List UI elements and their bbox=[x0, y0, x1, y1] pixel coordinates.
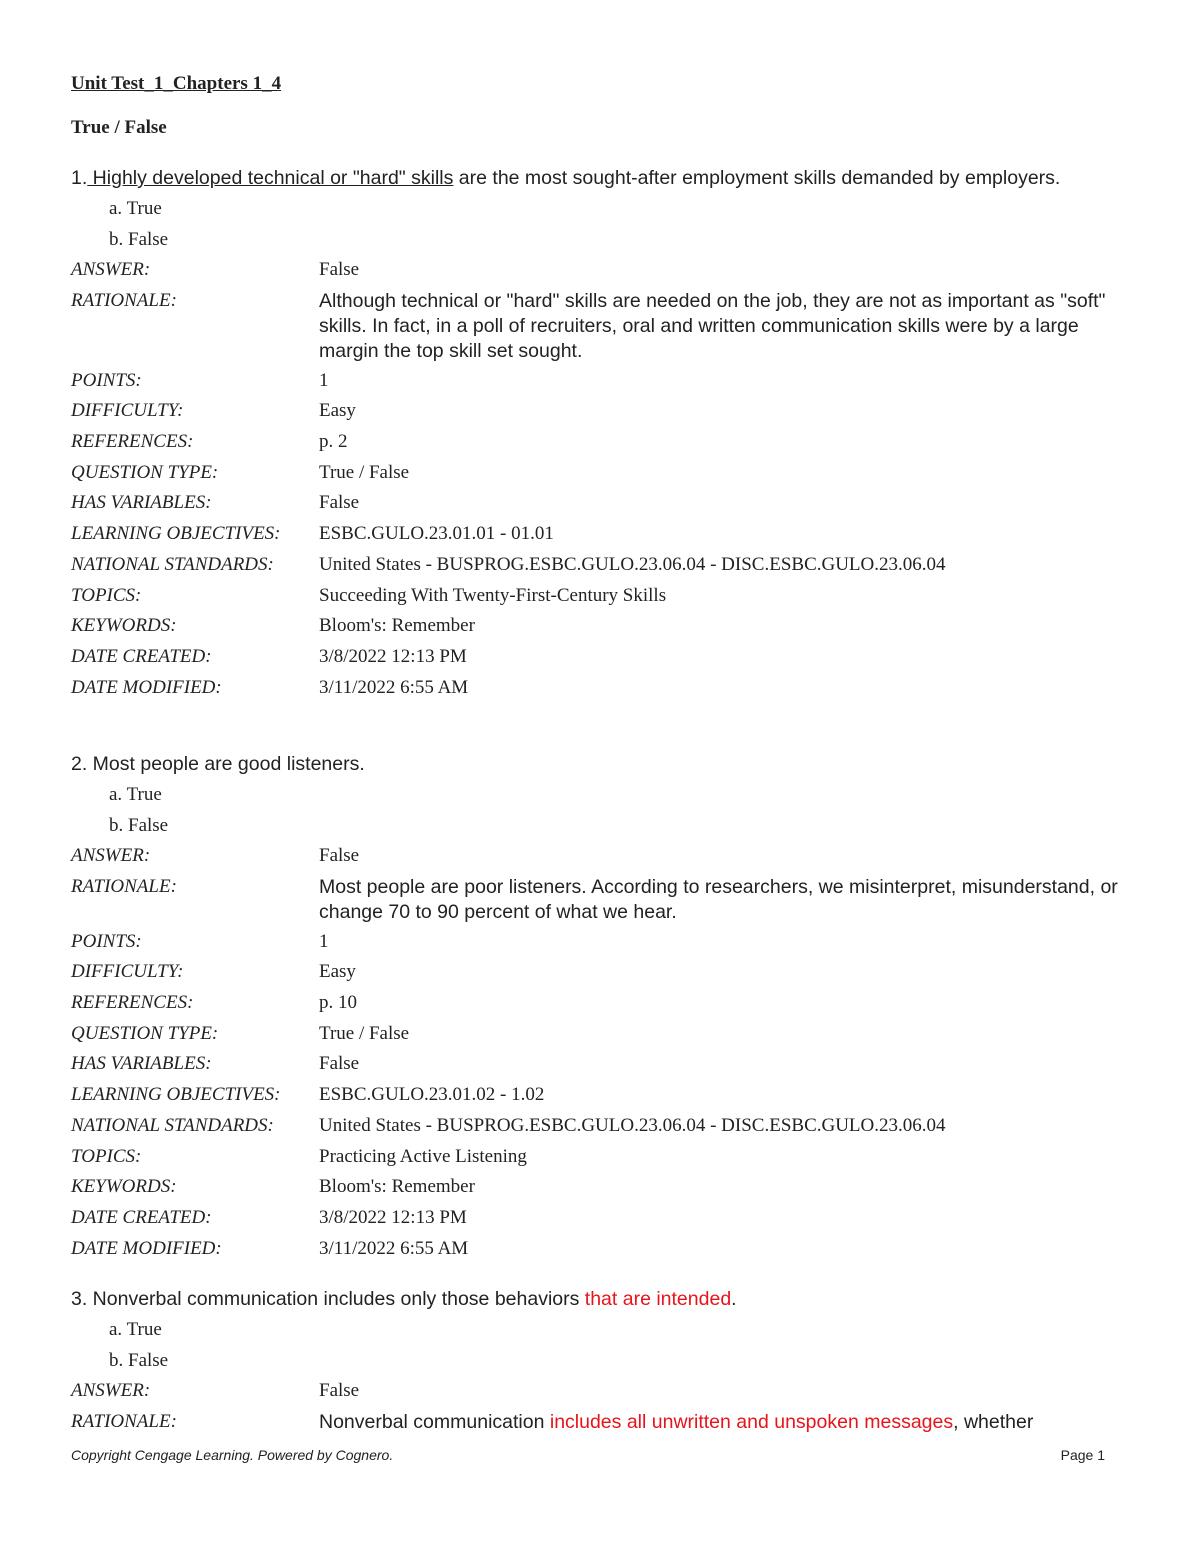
points-value: 1 bbox=[319, 369, 329, 391]
footer-page-number: Page 1 bbox=[1060, 1447, 1105, 1463]
references-label: REFERENCES: bbox=[71, 992, 194, 1014]
document-title: Unit Test_1_Chapters 1_4 bbox=[71, 73, 282, 94]
learning-objectives-value: ESBC.GULO.23.01.02 - 1.02 bbox=[319, 1084, 545, 1106]
question-3-text-pre: Nonverbal communication includes only those behaviors bbox=[87, 1288, 585, 1310]
learning-objectives-label: LEARNING OBJECTIVES: bbox=[71, 523, 281, 545]
question-3-text-post: . bbox=[731, 1288, 737, 1310]
rationale-value: Although technical or "hard" skills are needed on the job, they are not as important as "soft" skills. In fact, in a poll of recruiters, oral and written communication skills were by a large margin the top skill set sought. bbox=[319, 289, 1106, 362]
answer-label: ANSWER: bbox=[71, 259, 151, 280]
references-value: p. 10 bbox=[319, 992, 357, 1014]
question-1-underlined-text: Highly developed technical or "hard" skills bbox=[87, 167, 454, 189]
keywords-value: Bloom's: Remember bbox=[319, 615, 475, 637]
national-standards-value: United States - BUSPROG.ESBC.GULO.23.06.04 - DISC.ESBC.GULO.23.06.04 bbox=[319, 1114, 946, 1136]
rationale-value: Most people are poor listeners. According to researchers, we misinterpret, misunderstand, or change 70 to 90 percent of what we hear. bbox=[319, 875, 1118, 923]
keywords-label: KEYWORDS: bbox=[71, 615, 177, 637]
answer-label: ANSWER: bbox=[71, 1380, 151, 1401]
question-3-highlight-text: that are intended bbox=[584, 1288, 732, 1310]
question-1-metadata bbox=[71, 256, 1131, 704]
topics-value: Succeeding With Twenty-First-Century Skills bbox=[319, 584, 667, 606]
answer-value: False bbox=[319, 845, 360, 866]
date-modified-label: DATE MODIFIED: bbox=[71, 1237, 222, 1259]
question-2-body-text: Most people are good listeners. bbox=[87, 753, 365, 775]
difficulty-value: Easy bbox=[319, 400, 356, 422]
question-2-text bbox=[71, 752, 1131, 777]
answer-value: False bbox=[319, 1380, 360, 1401]
references-label: REFERENCES: bbox=[71, 431, 194, 453]
topics-label: TOPICS: bbox=[71, 584, 142, 606]
topics-value: Practicing Active Listening bbox=[319, 1145, 527, 1167]
question-number: 1. bbox=[71, 167, 88, 189]
rationale-label: RATIONALE: bbox=[71, 1410, 177, 1432]
rationale-post: , whether bbox=[953, 1410, 1034, 1433]
question-1 bbox=[71, 166, 1131, 704]
date-modified-value: 3/11/2022 6:55 AM bbox=[319, 676, 469, 698]
difficulty-value: Easy bbox=[319, 961, 356, 983]
rationale-label: RATIONALE: bbox=[71, 875, 177, 897]
national-standards-value: United States - BUSPROG.ESBC.GULO.23.06.04 - DISC.ESBC.GULO.23.06.04 bbox=[319, 553, 946, 575]
date-modified-value: 3/11/2022 6:55 AM bbox=[319, 1237, 469, 1259]
has-variables-label: HAS VARIABLES: bbox=[71, 1053, 212, 1075]
answer-value: False bbox=[319, 259, 360, 280]
rationale-highlight: includes all unwritten and unspoken messages bbox=[549, 1410, 954, 1433]
rationale-label: RATIONALE: bbox=[71, 289, 177, 311]
national-standards-label: NATIONAL STANDARDS: bbox=[71, 1114, 274, 1136]
question-type-value: True / False bbox=[319, 461, 410, 483]
date-modified-label: DATE MODIFIED: bbox=[71, 676, 222, 698]
option-b: b. False bbox=[109, 814, 169, 836]
question-2 bbox=[71, 752, 1131, 1265]
rationale-value bbox=[319, 1408, 1131, 1439]
date-created-value: 3/8/2022 12:13 PM bbox=[319, 1206, 467, 1228]
question-number: 2. bbox=[71, 753, 88, 775]
references-value: p. 2 bbox=[319, 431, 348, 453]
topics-label: TOPICS: bbox=[71, 1145, 142, 1167]
question-type-label: QUESTION TYPE: bbox=[71, 1022, 219, 1044]
has-variables-value: False bbox=[319, 492, 360, 514]
has-variables-value: False bbox=[319, 1053, 360, 1075]
points-value: 1 bbox=[319, 930, 329, 952]
learning-objectives-value: ESBC.GULO.23.01.01 - 01.01 bbox=[319, 523, 554, 545]
question-2-metadata bbox=[71, 842, 1131, 1265]
footer-copyright: Copyright Cengage Learning. Powered by Cognero. bbox=[71, 1447, 394, 1463]
rationale-pre: Nonverbal communication bbox=[319, 1410, 550, 1433]
question-3-text bbox=[71, 1287, 1131, 1312]
learning-objectives-label: LEARNING OBJECTIVES: bbox=[71, 1084, 281, 1106]
option-a: a. True bbox=[109, 784, 162, 805]
option-b: b. False bbox=[109, 1349, 169, 1371]
section-title: True / False bbox=[71, 117, 167, 138]
question-type-value: True / False bbox=[319, 1022, 410, 1044]
keywords-label: KEYWORDS: bbox=[71, 1176, 177, 1198]
has-variables-label: HAS VARIABLES: bbox=[71, 492, 212, 514]
option-a: a. True bbox=[109, 198, 162, 219]
points-label: POINTS: bbox=[71, 930, 142, 952]
option-b: b. False bbox=[109, 228, 169, 250]
date-created-label: DATE CREATED: bbox=[71, 645, 212, 667]
date-created-value: 3/8/2022 12:13 PM bbox=[319, 645, 467, 667]
question-number: 3. bbox=[71, 1288, 88, 1310]
date-created-label: DATE CREATED: bbox=[71, 1206, 212, 1228]
national-standards-label: NATIONAL STANDARDS: bbox=[71, 553, 274, 575]
question-1-text bbox=[71, 166, 1131, 191]
question-1-rest-text: are the most sought-after employment skills demanded by employers. bbox=[453, 167, 1061, 189]
difficulty-label: DIFFICULTY: bbox=[71, 400, 184, 422]
answer-label: ANSWER: bbox=[71, 845, 151, 866]
keywords-value: Bloom's: Remember bbox=[319, 1176, 475, 1198]
option-a: a. True bbox=[109, 1319, 162, 1340]
question-3-metadata bbox=[71, 1377, 1131, 1438]
points-label: POINTS: bbox=[71, 369, 142, 391]
question-3 bbox=[71, 1287, 1131, 1438]
difficulty-label: DIFFICULTY: bbox=[71, 961, 184, 983]
question-type-label: QUESTION TYPE: bbox=[71, 461, 219, 483]
